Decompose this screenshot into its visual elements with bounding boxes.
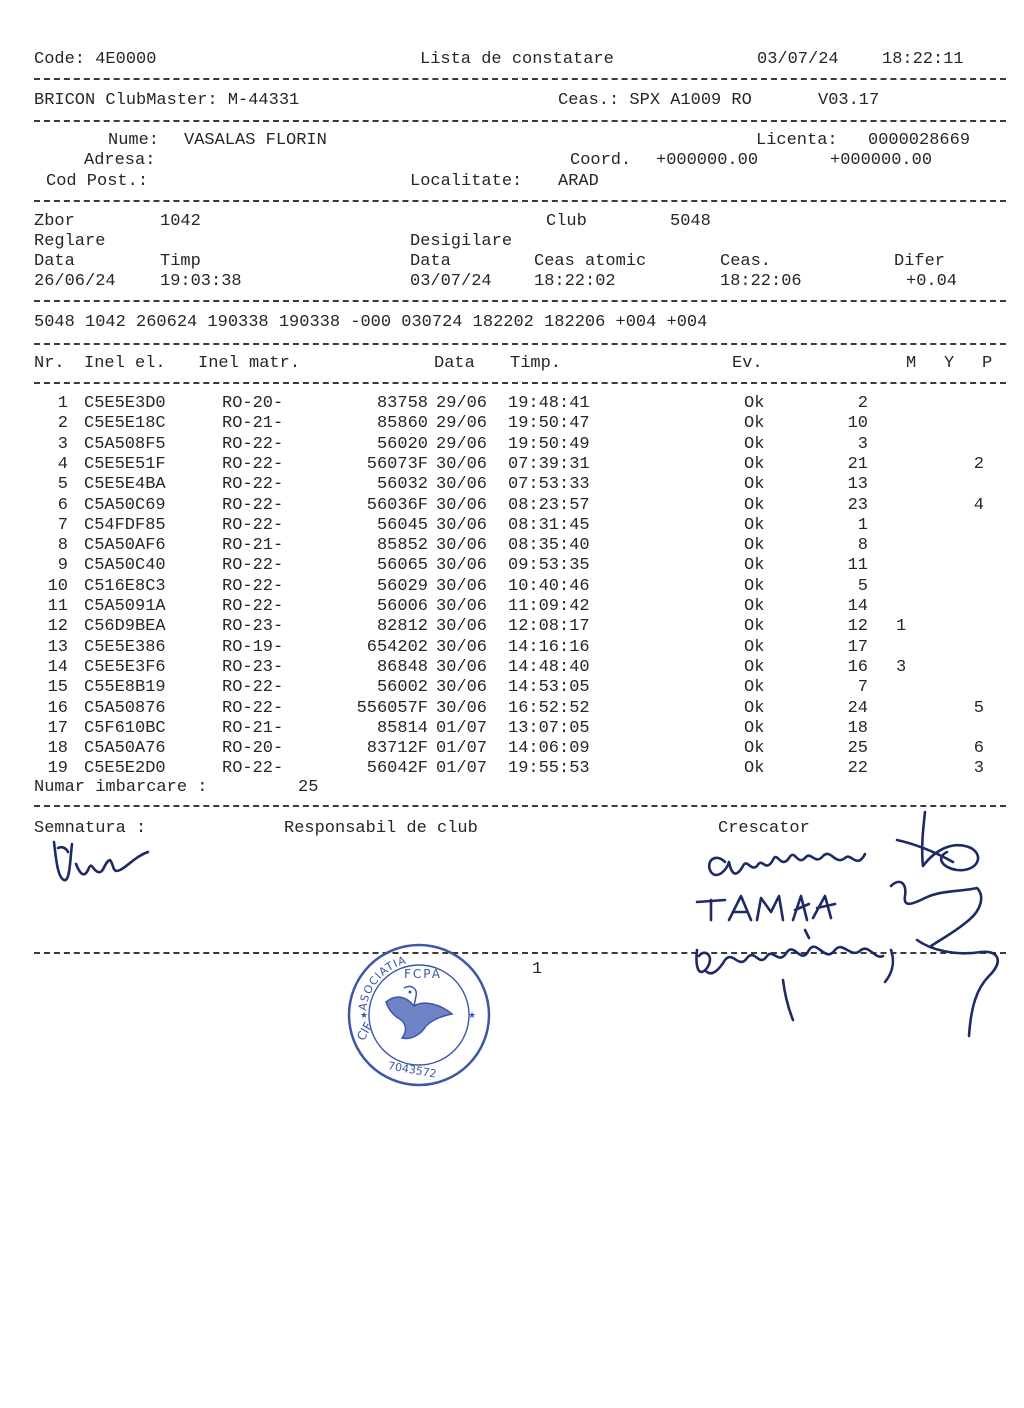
reglare-time-label: Timp bbox=[160, 252, 201, 271]
breeder-label: Crescator bbox=[718, 819, 810, 838]
cell-ring-number: 56036F bbox=[366, 495, 428, 515]
cell-inel-el: C5A50C40 bbox=[84, 556, 166, 576]
cell-ring-number: 82812 bbox=[376, 617, 428, 637]
stamp-cif-number: 7043572 bbox=[387, 1059, 438, 1081]
cell-inel-el: C5A50AF6 bbox=[84, 536, 166, 556]
cell-time: 19:50:47 bbox=[508, 414, 590, 434]
club-value: 5048 bbox=[670, 212, 711, 231]
cell-date: 30/06 bbox=[436, 556, 488, 576]
cell-ev: Ok bbox=[744, 637, 765, 657]
reglare-time: 19:03:38 bbox=[160, 272, 242, 291]
cell-time: 16:52:52 bbox=[508, 698, 590, 718]
cell-p: 4 bbox=[973, 495, 984, 515]
cell-nr: 5 bbox=[57, 475, 68, 495]
atomic-time: 18:22:02 bbox=[534, 272, 616, 291]
divider bbox=[34, 382, 1006, 384]
cell-ring-prefix: RO-23- bbox=[222, 617, 284, 637]
cell-time: 08:23:57 bbox=[508, 495, 590, 515]
cell-date: 29/06 bbox=[436, 394, 488, 413]
cell-ev: Ok bbox=[744, 556, 765, 576]
cell-nr: 14 bbox=[47, 657, 68, 677]
cell-inel-el: C5E5E18C bbox=[84, 414, 166, 434]
cell-date: 30/06 bbox=[436, 515, 488, 535]
cell-ring-number: 85814 bbox=[376, 718, 428, 738]
cell-ring-prefix: RO-22- bbox=[222, 759, 284, 779]
cell-position: 17 bbox=[847, 637, 868, 657]
cell-time: 19:50:49 bbox=[508, 434, 590, 454]
signature-handwriting bbox=[40, 830, 170, 900]
embark-count: 25 bbox=[298, 778, 319, 797]
cell-ev: Ok bbox=[744, 536, 765, 556]
cell-position: 22 bbox=[847, 759, 868, 779]
divider bbox=[34, 200, 1006, 202]
cell-inel-el: C5A50C69 bbox=[84, 495, 166, 515]
cell-ring-prefix: RO-22- bbox=[222, 495, 284, 515]
cell-inel-el: C5A50A76 bbox=[84, 739, 166, 759]
cell-nr: 7 bbox=[57, 515, 68, 535]
summary-code-line: 5048 1042 260624 190338 190338 -000 030724 182202 182206 +004 +004 bbox=[34, 313, 708, 332]
document-title: Lista de constatare bbox=[420, 50, 614, 69]
cell-time: 13:07:05 bbox=[508, 718, 590, 738]
cell-position: 7 bbox=[857, 678, 868, 698]
cell-ev: Ok bbox=[744, 678, 765, 698]
cell-position: 24 bbox=[847, 698, 868, 718]
cell-position: 5 bbox=[857, 576, 868, 596]
cell-position: 2 bbox=[857, 394, 868, 413]
cell-ring-prefix: RO-21- bbox=[222, 718, 284, 738]
name-label: Nume: bbox=[108, 131, 160, 150]
table-row bbox=[0, 617, 1024, 637]
atomic-clock-label: Ceas atomic bbox=[534, 252, 647, 271]
cell-ring-number: 56020 bbox=[376, 434, 428, 454]
postcode-label: Cod Post.: bbox=[46, 172, 149, 191]
clock-label: Ceas. bbox=[720, 252, 772, 271]
coord-y: +000000.00 bbox=[830, 151, 933, 170]
cell-ring-prefix: RO-21- bbox=[222, 414, 284, 434]
coord-x: +000000.00 bbox=[656, 151, 759, 170]
cell-date: 29/06 bbox=[436, 434, 488, 454]
cell-position: 12 bbox=[847, 617, 868, 637]
cell-p: 5 bbox=[973, 698, 984, 718]
divider bbox=[34, 78, 1006, 80]
cell-time: 14:16:16 bbox=[508, 637, 590, 657]
table-row bbox=[0, 739, 1024, 759]
cell-position: 8 bbox=[857, 536, 868, 556]
cell-ring-prefix: RO-20- bbox=[222, 394, 284, 413]
cell-ev: Ok bbox=[744, 597, 765, 616]
dove-icon bbox=[386, 986, 452, 1038]
cell-inel-el: C5E5E3D0 bbox=[84, 394, 166, 413]
desigilare-date: 03/07/24 bbox=[410, 272, 492, 291]
clock-id: Ceas.: SPX A1009 RO bbox=[558, 91, 752, 110]
cell-date: 01/07 bbox=[436, 718, 488, 738]
cell-position: 21 bbox=[847, 454, 868, 474]
cell-ring-prefix: RO-23- bbox=[222, 657, 284, 677]
cell-nr: 15 bbox=[47, 678, 68, 698]
table-row bbox=[0, 597, 1024, 617]
cell-ring-prefix: RO-20- bbox=[222, 739, 284, 759]
cell-inel-el: C5E5E2D0 bbox=[84, 759, 166, 779]
cell-date: 30/06 bbox=[436, 698, 488, 718]
cell-nr: 6 bbox=[57, 495, 68, 515]
embark-count-label: Numar imbarcare : bbox=[34, 778, 208, 797]
cell-position: 23 bbox=[847, 495, 868, 515]
cell-inel-el: C5A50876 bbox=[84, 698, 166, 718]
table-row bbox=[0, 435, 1024, 455]
cell-ring-prefix: RO-19- bbox=[222, 637, 284, 657]
cell-inel-el: C56D9BEA bbox=[84, 617, 166, 637]
cell-inel-el: C55E8B19 bbox=[84, 678, 166, 698]
device-id: BRICON ClubMaster: M-44331 bbox=[34, 91, 300, 110]
cell-position: 18 bbox=[847, 718, 868, 738]
cell-nr: 17 bbox=[47, 718, 68, 738]
col-header-m: M bbox=[906, 354, 917, 373]
cell-ev: Ok bbox=[744, 414, 765, 434]
col-header-timp: Timp. bbox=[510, 354, 562, 373]
cell-ring-number: 654202 bbox=[366, 637, 428, 657]
cell-m: 1 bbox=[896, 617, 907, 637]
table-row bbox=[0, 394, 1024, 414]
cell-inel-el: C5A5091A bbox=[84, 597, 166, 616]
col-header-y: Y bbox=[944, 354, 955, 373]
cell-inel-el: C5E5E3F6 bbox=[84, 657, 166, 677]
cell-time: 12:08:17 bbox=[508, 617, 590, 637]
cell-ring-number: 56073F bbox=[366, 454, 428, 474]
cell-date: 29/06 bbox=[436, 414, 488, 434]
cell-m: 3 bbox=[896, 657, 907, 677]
cell-time: 10:40:46 bbox=[508, 576, 590, 596]
cell-date: 30/06 bbox=[436, 495, 488, 515]
desigilare-date-label: Data bbox=[410, 252, 451, 271]
cell-date: 30/06 bbox=[436, 597, 488, 616]
star-icon: ★ bbox=[468, 1011, 477, 1021]
cell-position: 10 bbox=[847, 414, 868, 434]
cell-ring-number: 83712F bbox=[366, 739, 428, 759]
table-row bbox=[0, 678, 1024, 698]
clock-time: 18:22:06 bbox=[720, 272, 802, 291]
cell-ev: Ok bbox=[744, 759, 765, 779]
table-row bbox=[0, 496, 1024, 516]
cell-ring-number: 56029 bbox=[376, 576, 428, 596]
difference-label: Difer bbox=[894, 252, 946, 271]
cell-date: 30/06 bbox=[436, 576, 488, 596]
cell-date: 01/07 bbox=[436, 759, 488, 779]
cell-ring-number: 556057F bbox=[356, 698, 428, 718]
table-row bbox=[0, 475, 1024, 495]
cell-position: 16 bbox=[847, 657, 868, 677]
cell-position: 1 bbox=[857, 515, 868, 535]
cell-nr: 19 bbox=[47, 759, 68, 779]
cell-time: 07:53:33 bbox=[508, 475, 590, 495]
cell-time: 19:48:41 bbox=[508, 394, 590, 413]
cell-position: 3 bbox=[857, 434, 868, 454]
coord-label: Coord. bbox=[570, 151, 632, 170]
code-label: Code: 4E0000 bbox=[34, 50, 157, 69]
cell-nr: 18 bbox=[47, 739, 68, 759]
cell-nr: 11 bbox=[47, 597, 68, 616]
cell-ring-number: 56065 bbox=[376, 556, 428, 576]
cell-time: 14:48:40 bbox=[508, 657, 590, 677]
cell-position: 13 bbox=[847, 475, 868, 495]
cell-nr: 10 bbox=[47, 576, 68, 596]
cell-nr: 2 bbox=[57, 414, 68, 434]
cell-ev: Ok bbox=[744, 454, 765, 474]
stamp-cif-label: CIF bbox=[353, 1019, 376, 1043]
cell-date: 30/06 bbox=[436, 536, 488, 556]
divider bbox=[34, 120, 1006, 122]
col-header-data: Data bbox=[434, 354, 475, 373]
col-header-inel-matr: Inel matr. bbox=[198, 354, 301, 373]
stamp-middle-text: FCPA bbox=[404, 967, 442, 981]
print-date: 03/07/24 bbox=[757, 50, 839, 69]
stamp-top-text: ASOCIATIA bbox=[356, 953, 409, 1012]
cell-ring-number: 56045 bbox=[376, 515, 428, 535]
firmware-version: V03.17 bbox=[818, 91, 880, 110]
print-time: 18:22:11 bbox=[882, 50, 964, 69]
owner-name: VASALAS FLORIN bbox=[184, 131, 327, 150]
cell-ring-prefix: RO-22- bbox=[222, 434, 284, 454]
cell-nr: 9 bbox=[57, 556, 68, 576]
cell-ring-number: 83758 bbox=[376, 394, 428, 413]
cell-ev: Ok bbox=[744, 617, 765, 637]
reglare-label: Reglare bbox=[34, 232, 106, 251]
cell-ring-prefix: RO-22- bbox=[222, 454, 284, 474]
cell-inel-el: C5F610BC bbox=[84, 718, 166, 738]
table-row bbox=[0, 638, 1024, 658]
cell-ring-prefix: RO-22- bbox=[222, 515, 284, 535]
table-row bbox=[0, 536, 1024, 556]
cell-inel-el: C5E5E4BA bbox=[84, 475, 166, 495]
cell-ring-prefix: RO-22- bbox=[222, 475, 284, 495]
cell-date: 01/07 bbox=[436, 739, 488, 759]
page-number: 1 bbox=[532, 960, 543, 979]
col-header-nr: Nr. bbox=[34, 354, 65, 373]
cell-ev: Ok bbox=[744, 394, 765, 413]
table-row bbox=[0, 699, 1024, 719]
cell-date: 30/06 bbox=[436, 678, 488, 698]
cell-ring-prefix: RO-22- bbox=[222, 576, 284, 596]
reglare-date-label: Data bbox=[34, 252, 75, 271]
table-row bbox=[0, 719, 1024, 739]
cell-ring-prefix: RO-22- bbox=[222, 597, 284, 616]
cell-nr: 3 bbox=[57, 434, 68, 454]
cell-ring-number: 85860 bbox=[376, 414, 428, 434]
cell-time: 11:09:42 bbox=[508, 597, 590, 616]
cell-inel-el: C5E5E51F bbox=[84, 454, 166, 474]
cell-time: 08:35:40 bbox=[508, 536, 590, 556]
cell-ring-number: 56002 bbox=[376, 678, 428, 698]
address-label: Adresa: bbox=[84, 151, 156, 170]
cell-ring-number: 56042F bbox=[366, 759, 428, 779]
table-row bbox=[0, 556, 1024, 576]
cell-ring-number: 86848 bbox=[376, 657, 428, 677]
cell-time: 14:53:05 bbox=[508, 678, 590, 698]
table-row bbox=[0, 577, 1024, 597]
difference-value: +0.04 bbox=[906, 272, 958, 291]
cell-position: 14 bbox=[847, 597, 868, 616]
cell-date: 30/06 bbox=[436, 475, 488, 495]
cell-date: 30/06 bbox=[436, 637, 488, 657]
cell-ev: Ok bbox=[744, 657, 765, 677]
license-number: 0000028669 bbox=[868, 131, 971, 150]
cell-p: 6 bbox=[973, 739, 984, 759]
association-stamp bbox=[344, 940, 494, 1090]
reglare-date: 26/06/24 bbox=[34, 272, 116, 291]
cell-ring-number: 56032 bbox=[376, 475, 428, 495]
signature-label: Semnatura : bbox=[34, 819, 147, 838]
cell-time: 09:53:35 bbox=[508, 556, 590, 576]
breeder-signatures bbox=[685, 800, 1015, 1050]
cell-date: 30/06 bbox=[436, 657, 488, 677]
cell-ring-prefix: RO-22- bbox=[222, 556, 284, 576]
cell-ring-number: 85852 bbox=[376, 536, 428, 556]
cell-ev: Ok bbox=[744, 515, 765, 535]
table-row bbox=[0, 455, 1024, 475]
table-row bbox=[0, 658, 1024, 678]
cell-nr: 8 bbox=[57, 536, 68, 556]
cell-ev: Ok bbox=[744, 576, 765, 596]
cell-ev: Ok bbox=[744, 495, 765, 515]
cell-inel-el: C54FDF85 bbox=[84, 515, 166, 535]
locality-value: ARAD bbox=[558, 172, 599, 191]
cell-nr: 12 bbox=[47, 617, 68, 637]
cell-ring-prefix: RO-22- bbox=[222, 678, 284, 698]
locality-label: Localitate: bbox=[410, 172, 523, 191]
cell-ev: Ok bbox=[744, 698, 765, 718]
cell-nr: 16 bbox=[47, 698, 68, 718]
divider bbox=[34, 300, 1006, 302]
star-icon: ★ bbox=[360, 1011, 369, 1021]
cell-nr: 13 bbox=[47, 637, 68, 657]
table-row bbox=[0, 516, 1024, 536]
col-header-inel-el: Inel el. bbox=[84, 354, 166, 373]
cell-date: 30/06 bbox=[436, 454, 488, 474]
cell-time: 08:31:45 bbox=[508, 515, 590, 535]
cell-ev: Ok bbox=[744, 739, 765, 759]
club-responsible-label: Responsabil de club bbox=[284, 819, 478, 838]
cell-ev: Ok bbox=[744, 718, 765, 738]
divider bbox=[34, 343, 1006, 345]
cell-time: 19:55:53 bbox=[508, 759, 590, 779]
cell-ring-prefix: RO-22- bbox=[222, 698, 284, 718]
cell-ring-prefix: RO-21- bbox=[222, 536, 284, 556]
zbor-value: 1042 bbox=[160, 212, 201, 231]
cell-time: 07:39:31 bbox=[508, 454, 590, 474]
cell-position: 25 bbox=[847, 739, 868, 759]
cell-inel-el: C516E8C3 bbox=[84, 576, 166, 596]
zbor-label: Zbor bbox=[34, 212, 75, 231]
club-label: Club bbox=[546, 212, 587, 231]
cell-ev: Ok bbox=[744, 434, 765, 454]
cell-inel-el: C5A508F5 bbox=[84, 434, 166, 454]
cell-inel-el: C5E5E386 bbox=[84, 637, 166, 657]
desigilare-label: Desigilare bbox=[410, 232, 513, 251]
cell-date: 30/06 bbox=[436, 617, 488, 637]
license-label: Licenta: bbox=[756, 131, 838, 150]
cell-time: 14:06:09 bbox=[508, 739, 590, 759]
cell-ev: Ok bbox=[744, 475, 765, 495]
table-row bbox=[0, 414, 1024, 434]
cell-nr: 1 bbox=[57, 394, 68, 413]
col-header-p: P bbox=[982, 354, 993, 373]
table-row bbox=[0, 759, 1024, 779]
cell-nr: 4 bbox=[57, 454, 68, 474]
cell-position: 11 bbox=[847, 556, 868, 576]
cell-p: 3 bbox=[973, 759, 984, 779]
cell-p: 2 bbox=[973, 454, 984, 474]
col-header-ev: Ev. bbox=[732, 354, 763, 373]
cell-ring-number: 56006 bbox=[376, 597, 428, 616]
